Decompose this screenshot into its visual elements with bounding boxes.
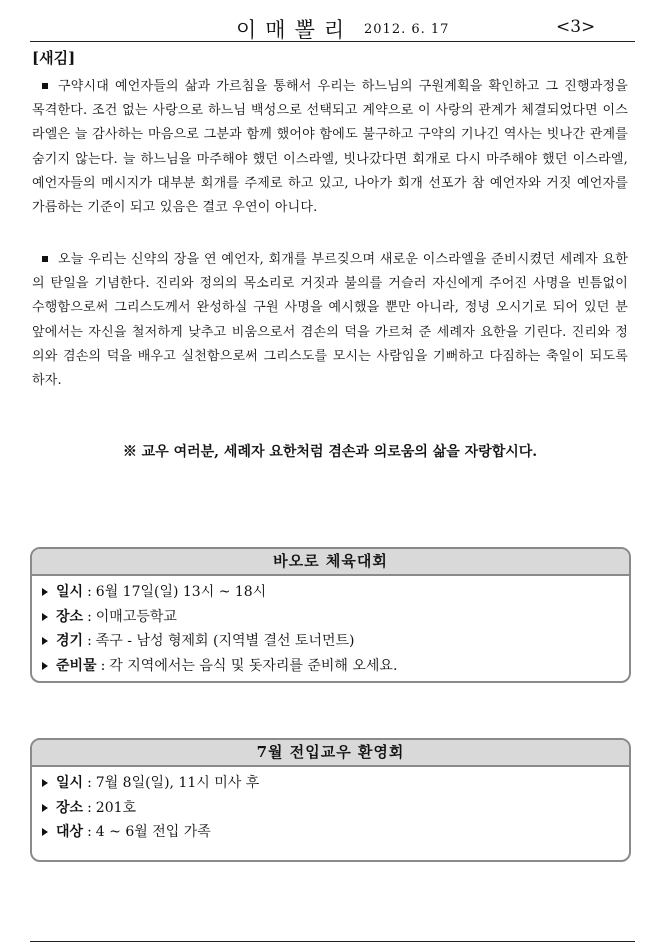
detail-value: 7월 8일(일), 11시 미사 후 [95, 775, 260, 791]
event-details-list [32, 580, 629, 678]
event-detail-datetime [42, 771, 629, 796]
event-detail-datetime [42, 580, 629, 605]
detail-value: 족구 - 남성 형제회 (지역별 결선 토너먼트) [95, 633, 355, 649]
reflection-paragraph-1 [32, 75, 628, 220]
triangle-bullet-icon [42, 613, 48, 621]
square-bullet-icon [42, 256, 48, 262]
triangle-bullet-icon [42, 828, 48, 836]
page-header [30, 14, 635, 42]
triangle-bullet-icon [42, 637, 48, 645]
detail-key: 장소 [56, 799, 84, 816]
event-box-welcome-party [30, 738, 631, 862]
event-title: 바오로 체육대회 [32, 549, 629, 576]
detail-value: 6월 17일(일) 13시 ~ 18시 [95, 584, 267, 600]
detail-separator: : [87, 584, 92, 600]
event-details-list [32, 771, 629, 845]
event-detail-game [42, 629, 629, 654]
detail-value: 각 지역에서는 음식 및 돗자리를 준비해 오세요. [109, 657, 398, 674]
triangle-bullet-icon [42, 588, 48, 596]
notice-line: ※ 교우 여러분, 세례자 요한처럼 겸손과 의로움의 삶을 자랑합시다. [122, 444, 538, 460]
detail-key: 장소 [56, 608, 84, 625]
triangle-bullet-icon [42, 662, 48, 670]
detail-key: 대상 [56, 824, 84, 840]
detail-separator: : [87, 799, 92, 816]
paragraph-text: 오늘 우리는 신약의 장을 연 예언자, 회개를 부르짖으며 새로운 이스라엘을 준비시켰던 세례자 요한의 탄일을 기념한다. 진리와 정의의 목소리로 거짓과 불의를 거슬러 자신에게 주어진 사명을 빈틈없이 수행함으로써 그리스도께서 완성하실 구원 사명을 예시했을 뿐만 아니라, 정녕 오시기로 되어 있던 분 앞에서는 자신을 철저하게 낮추고 비움으로서 겸손의 덕을 가르쳐 준 세례자 요한을 기린다. 진리와 정의와 겸손의 덕을 배우고 실천함으로써 그리스도를 모시는 사람임을 기뻐하고 다짐하는 축일이 되도록 하자. [32, 252, 628, 389]
event-box-sports-day [30, 547, 631, 683]
footer-divider [30, 941, 635, 942]
reflection-paragraph-2 [32, 248, 628, 393]
detail-separator: : [100, 657, 106, 674]
event-detail-location [42, 605, 629, 630]
detail-key: 일시 [56, 775, 84, 791]
paragraph-text: 구약시대 예언자들의 삶과 가르침을 통해서 우리는 하느님의 구원계획을 확인하고 그 진행과정을 목격한다. 조건 없는 사랑으로 하느님 백성으로 선택되고 계약으로 이 사랑의 관계가 체결되었다면 이스라엘은 늘 감사하는 마음으로 그분과 함께 했어야 함에도 불구하고 구약의 기나긴 역사는 빗나간 관계를 숨기지 않는다. 늘 하느님을 마주해야 했던 이스라엘, 빗나갔다면 회개로 다시 마주해야 했던 이스라엘, 예언자들의 메시지가 대부분 회개를 주제로 하고 있고, 나아가 회개 선포가 참 예언자와 거짓 예언자를 가름하는 기준이 되고 있음은 결코 우연이 아니다. [32, 79, 628, 216]
page-number: <3> [556, 17, 596, 37]
detail-key: 일시 [56, 584, 84, 600]
event-detail-supplies [42, 654, 629, 679]
detail-separator: : [87, 775, 92, 791]
event-detail-location [42, 796, 629, 821]
detail-value: 이매고등학교 [95, 608, 177, 625]
event-detail-audience [42, 820, 629, 845]
square-bullet-icon [42, 83, 48, 89]
detail-separator: : [87, 633, 92, 649]
triangle-bullet-icon [42, 779, 48, 787]
detail-value: 4 ~ 6월 전입 가족 [95, 824, 211, 840]
section-label: [새김] [32, 49, 76, 67]
detail-value: 201호 [95, 799, 137, 816]
detail-separator: : [87, 608, 92, 625]
detail-key: 경기 [56, 633, 84, 649]
newsletter-title: 이매뽈리 [236, 18, 354, 42]
detail-key: 준비물 [56, 657, 97, 674]
triangle-bullet-icon [42, 804, 48, 812]
event-title: 7월 전입교우 환영회 [32, 740, 629, 767]
issue-date: 2012. 6. 17 [364, 22, 450, 37]
detail-separator: : [87, 824, 92, 840]
header-divider [30, 41, 635, 42]
